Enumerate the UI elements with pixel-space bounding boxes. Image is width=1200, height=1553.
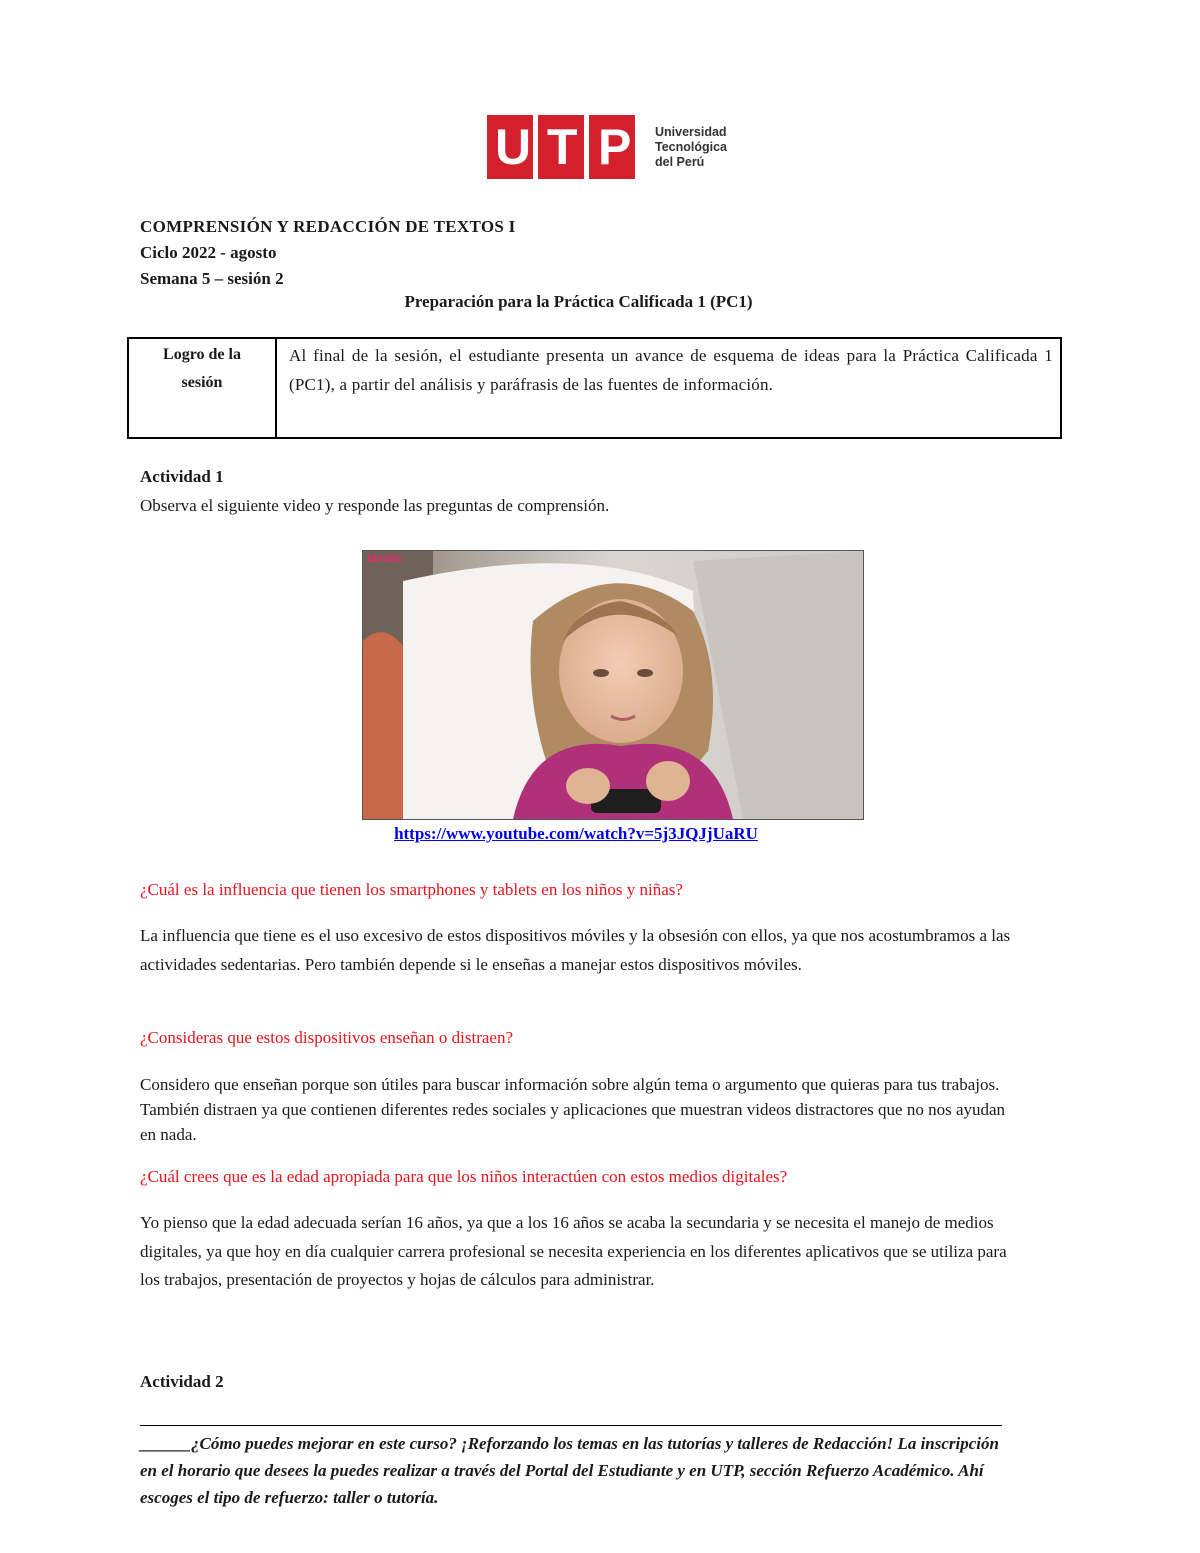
activity-2-title: Actividad 2 <box>140 1372 224 1391</box>
cycle-label: Ciclo 2022 - agosto <box>140 243 277 262</box>
answer-3: Yo pienso que la edad adecuada serían 16 años, ya que a los 16 años se acaba la secundaria y se necesita el manejo de medios digitales, ya que hoy en día cualquier carrera profesional se necesita experiencia en los diferentes aplicativos que se utiliza para los trabajos, presentación de proyectos y hojas de cálculos para administrar. <box>140 1213 1007 1289</box>
video-overlay-label: familia <box>367 553 402 565</box>
achievement-table <box>127 337 1062 439</box>
video-link[interactable]: https://www.youtube.com/watch?v=5j3JQJjUaRU <box>394 824 758 843</box>
logo-letter-u: U <box>495 119 532 175</box>
course-title: COMPRENSIÓN Y REDACCIÓN DE TEXTOS I <box>140 217 516 236</box>
answer-2: Considero que enseñan porque son útiles para buscar información sobre algún tema o argumento que quieras para tus trabajos. También distraen ya que contienen diferentes redes sociales y aplicaciones que muestran videos distractores que no nos ayudan en nada. <box>140 1075 1006 1144</box>
footer-note: ______¿Cómo puedes mejorar en este curso? ¡Reforzando los temas en las tutorías y talleres de Redacción! La inscripción en el horario que desees la puedes realizar a través del Portal del Estudiante y en UTP, sección Refuerzo Académico. Ahí escoges el tipo de refuerzo: taller o tutoría. <box>140 1434 999 1507</box>
question-2: ¿Consideras que estos dispositivos enseñan o distraen? <box>140 1028 513 1047</box>
achievement-text: Al final de la sesión, el estudiante presenta un avance de esquema de ideas para la Práctica Calificada 1 (PC1), a partir del análisis y paráfrasis de las fuentes de información. <box>289 346 1053 394</box>
video-thumbnail[interactable] <box>362 550 864 820</box>
video-thumbnail-image <box>363 551 863 819</box>
question-1: ¿Cuál es la influencia que tienen los smartphones y tablets en los niños y niñas? <box>140 880 683 899</box>
answer-1: La influencia que tiene es el uso excesivo de estos dispositivos móviles y la obsesión con ellos, ya que nos acostumbramos a las actividades sedentarias. Pero también depende si le enseñas a manejar estos dispositivos móviles. <box>140 926 1011 974</box>
activity-1-title: Actividad 1 <box>140 467 224 486</box>
session-title: Preparación para la Práctica Calificada 1 (PC1) <box>404 292 753 311</box>
achievement-label: Logro de la sesión <box>129 339 277 437</box>
logo-letter-p: P <box>598 119 632 175</box>
activity-1-instruction: Observa el siguiente video y responde las preguntas de comprensión. <box>140 496 610 515</box>
footer-divider <box>140 1425 1002 1426</box>
logo-letter-t: T <box>547 119 578 175</box>
week-session-label: Semana 5 – sesión 2 <box>140 269 284 288</box>
utp-logo <box>487 115 737 179</box>
logo-university-name: Universidad Tecnológica del Perú <box>655 125 728 169</box>
question-3: ¿Cuál crees que es la edad apropiada para que los niños interactúen con estos medios digitales? <box>140 1167 788 1186</box>
